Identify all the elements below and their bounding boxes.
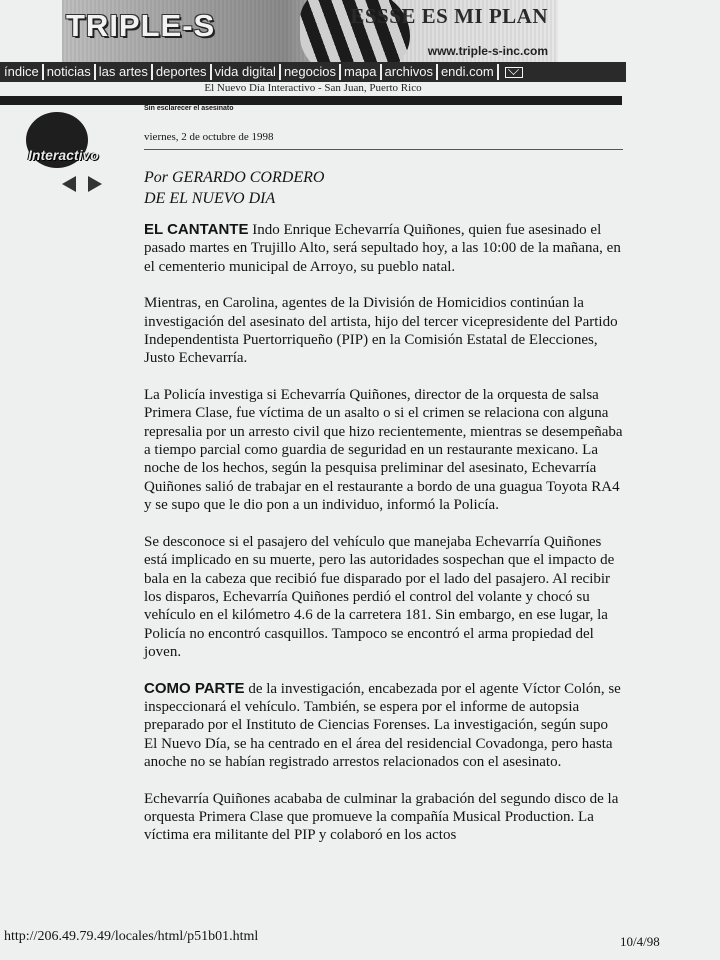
arrow-right-icon[interactable] (88, 176, 102, 192)
nav-item-mapa[interactable]: mapa (341, 64, 382, 80)
paragraph-1 (144, 221, 624, 276)
logo-text: Interactivo (28, 147, 99, 163)
banner-brand: TRIPLE-S (66, 8, 216, 43)
nav-item-archivos[interactable]: archivos (382, 64, 438, 80)
paragraph-1-text: Indo Enrique Echevarría Quiñones, quien fue asesinado el pasado martes en Trujillo Alto, será sepultado hoy, a las 10:00 de la mañana, en el cementerio municipal de Arroyo, su pueblo natal. (144, 222, 621, 275)
lead-word-1: EL CANTANTE (144, 221, 249, 238)
byline-author: Por GERARDO CORDERO (144, 169, 325, 186)
arrow-left-icon[interactable] (62, 176, 76, 192)
header-divider (0, 96, 622, 105)
date-divider (144, 149, 623, 150)
nav-item-noticias[interactable]: noticias (44, 64, 96, 80)
byline (144, 167, 324, 209)
paragraph-5-text: de la investigación, encabezada por el agente Víctor Colón, se inspeccionará el vehículo. También, se espera por el informe de autopsia preparado por el Instituto de Ciencias Forenses. La investigación, según supo El Nuevo Día, se ha centrado en el área del residencial Covadonga, pero hasta anoche no se habían registrado arrestos relacionados con el asesinato. (144, 680, 621, 771)
nav-item-indice[interactable]: índice (1, 64, 44, 80)
nav-bar (0, 62, 626, 82)
ad-banner[interactable] (62, 0, 558, 62)
print-footer-date: 10/4/98 (620, 934, 660, 949)
nav-arrows (62, 176, 102, 192)
nav-item-las-artes[interactable]: las artes (96, 64, 153, 80)
nav-item-vida-digital[interactable]: vida digital (212, 64, 281, 80)
banner-slogan: ESSSE ES MI PLAN (350, 4, 548, 28)
banner-url[interactable]: www.triple-s-inc.com (427, 44, 548, 58)
breadcrumb: Sin esclarecer el asesinato (144, 105, 234, 112)
print-footer-url: http://206.49.79.49/locales/html/p51b01.html (4, 929, 259, 944)
article-date: viernes, 2 de octubre de 1998 (144, 131, 274, 143)
paragraph-5 (144, 680, 624, 772)
paragraph-6: Echevarría Quiñones acababa de culminar la grabación del segundo disco de la orquesta Primera Clase que promueve la compañía Musical Production. La víctima era militante del PIP y colaboró en los actos (144, 790, 619, 844)
paragraph-4: Se desconoce si el pasajero del vehículo que manejaba Echevarría Quiñones está implicado en su muerte, pero las autoridades sospechan que el impacto de bala en la cabeza que recibió fue disparado por el lado del pasajero. Al recibir los disparos, Echevarría Quiñones perdió el control del volante y chocó su vehículo en el kilómetro 4.6 de la carretera 181. Sin embargo, en ese lugar, la Policía no encontró casquillos. Tampoco se encontró el arma propiedad del joven. (144, 533, 615, 661)
site-subtitle: El Nuevo Día Interactivo - San Juan, Puerto Rico (204, 82, 422, 94)
paragraph-2: Mientras, en Carolina, agentes de la División de Homicidios continúan la investigación del asesinato del artista, hijo del tercer vicepresidente del Partido Independentista Puertorriqueño (PIP) en la Comisión Estatal de Elecciones, Justo Echevarría. (144, 295, 618, 367)
lead-word-5: COMO PARTE (144, 679, 245, 697)
article-body (144, 221, 624, 863)
paragraph-3: La Policía investiga si Echevarría Quiñones, director de la orquesta de salsa Primera Clase, fue víctima de un asalto o si el crimen se relaciona con alguna represalia por un arresto civil que hizo recientemente, mientras se desempeñaba a tiempo parcial como guardia de seguridad en un restaurante mexicano. La noche de los hechos, según la pesquisa preliminar del asesinato, Echevarría Quiñones salió de trabajar en el restaurante a bordo de una guagua Toyota RA4 y se supo que le dio pon a un individuo, informó la Policía. (144, 386, 623, 514)
nav-item-negocios[interactable]: negocios (281, 64, 341, 80)
byline-source: DE EL NUEVO DIA (144, 190, 276, 207)
nav-item-deportes[interactable]: deportes (153, 64, 212, 80)
interactivo-logo[interactable] (22, 110, 114, 172)
nav-item-endi-com[interactable]: endi.com (438, 64, 499, 80)
mail-icon[interactable] (505, 67, 523, 78)
